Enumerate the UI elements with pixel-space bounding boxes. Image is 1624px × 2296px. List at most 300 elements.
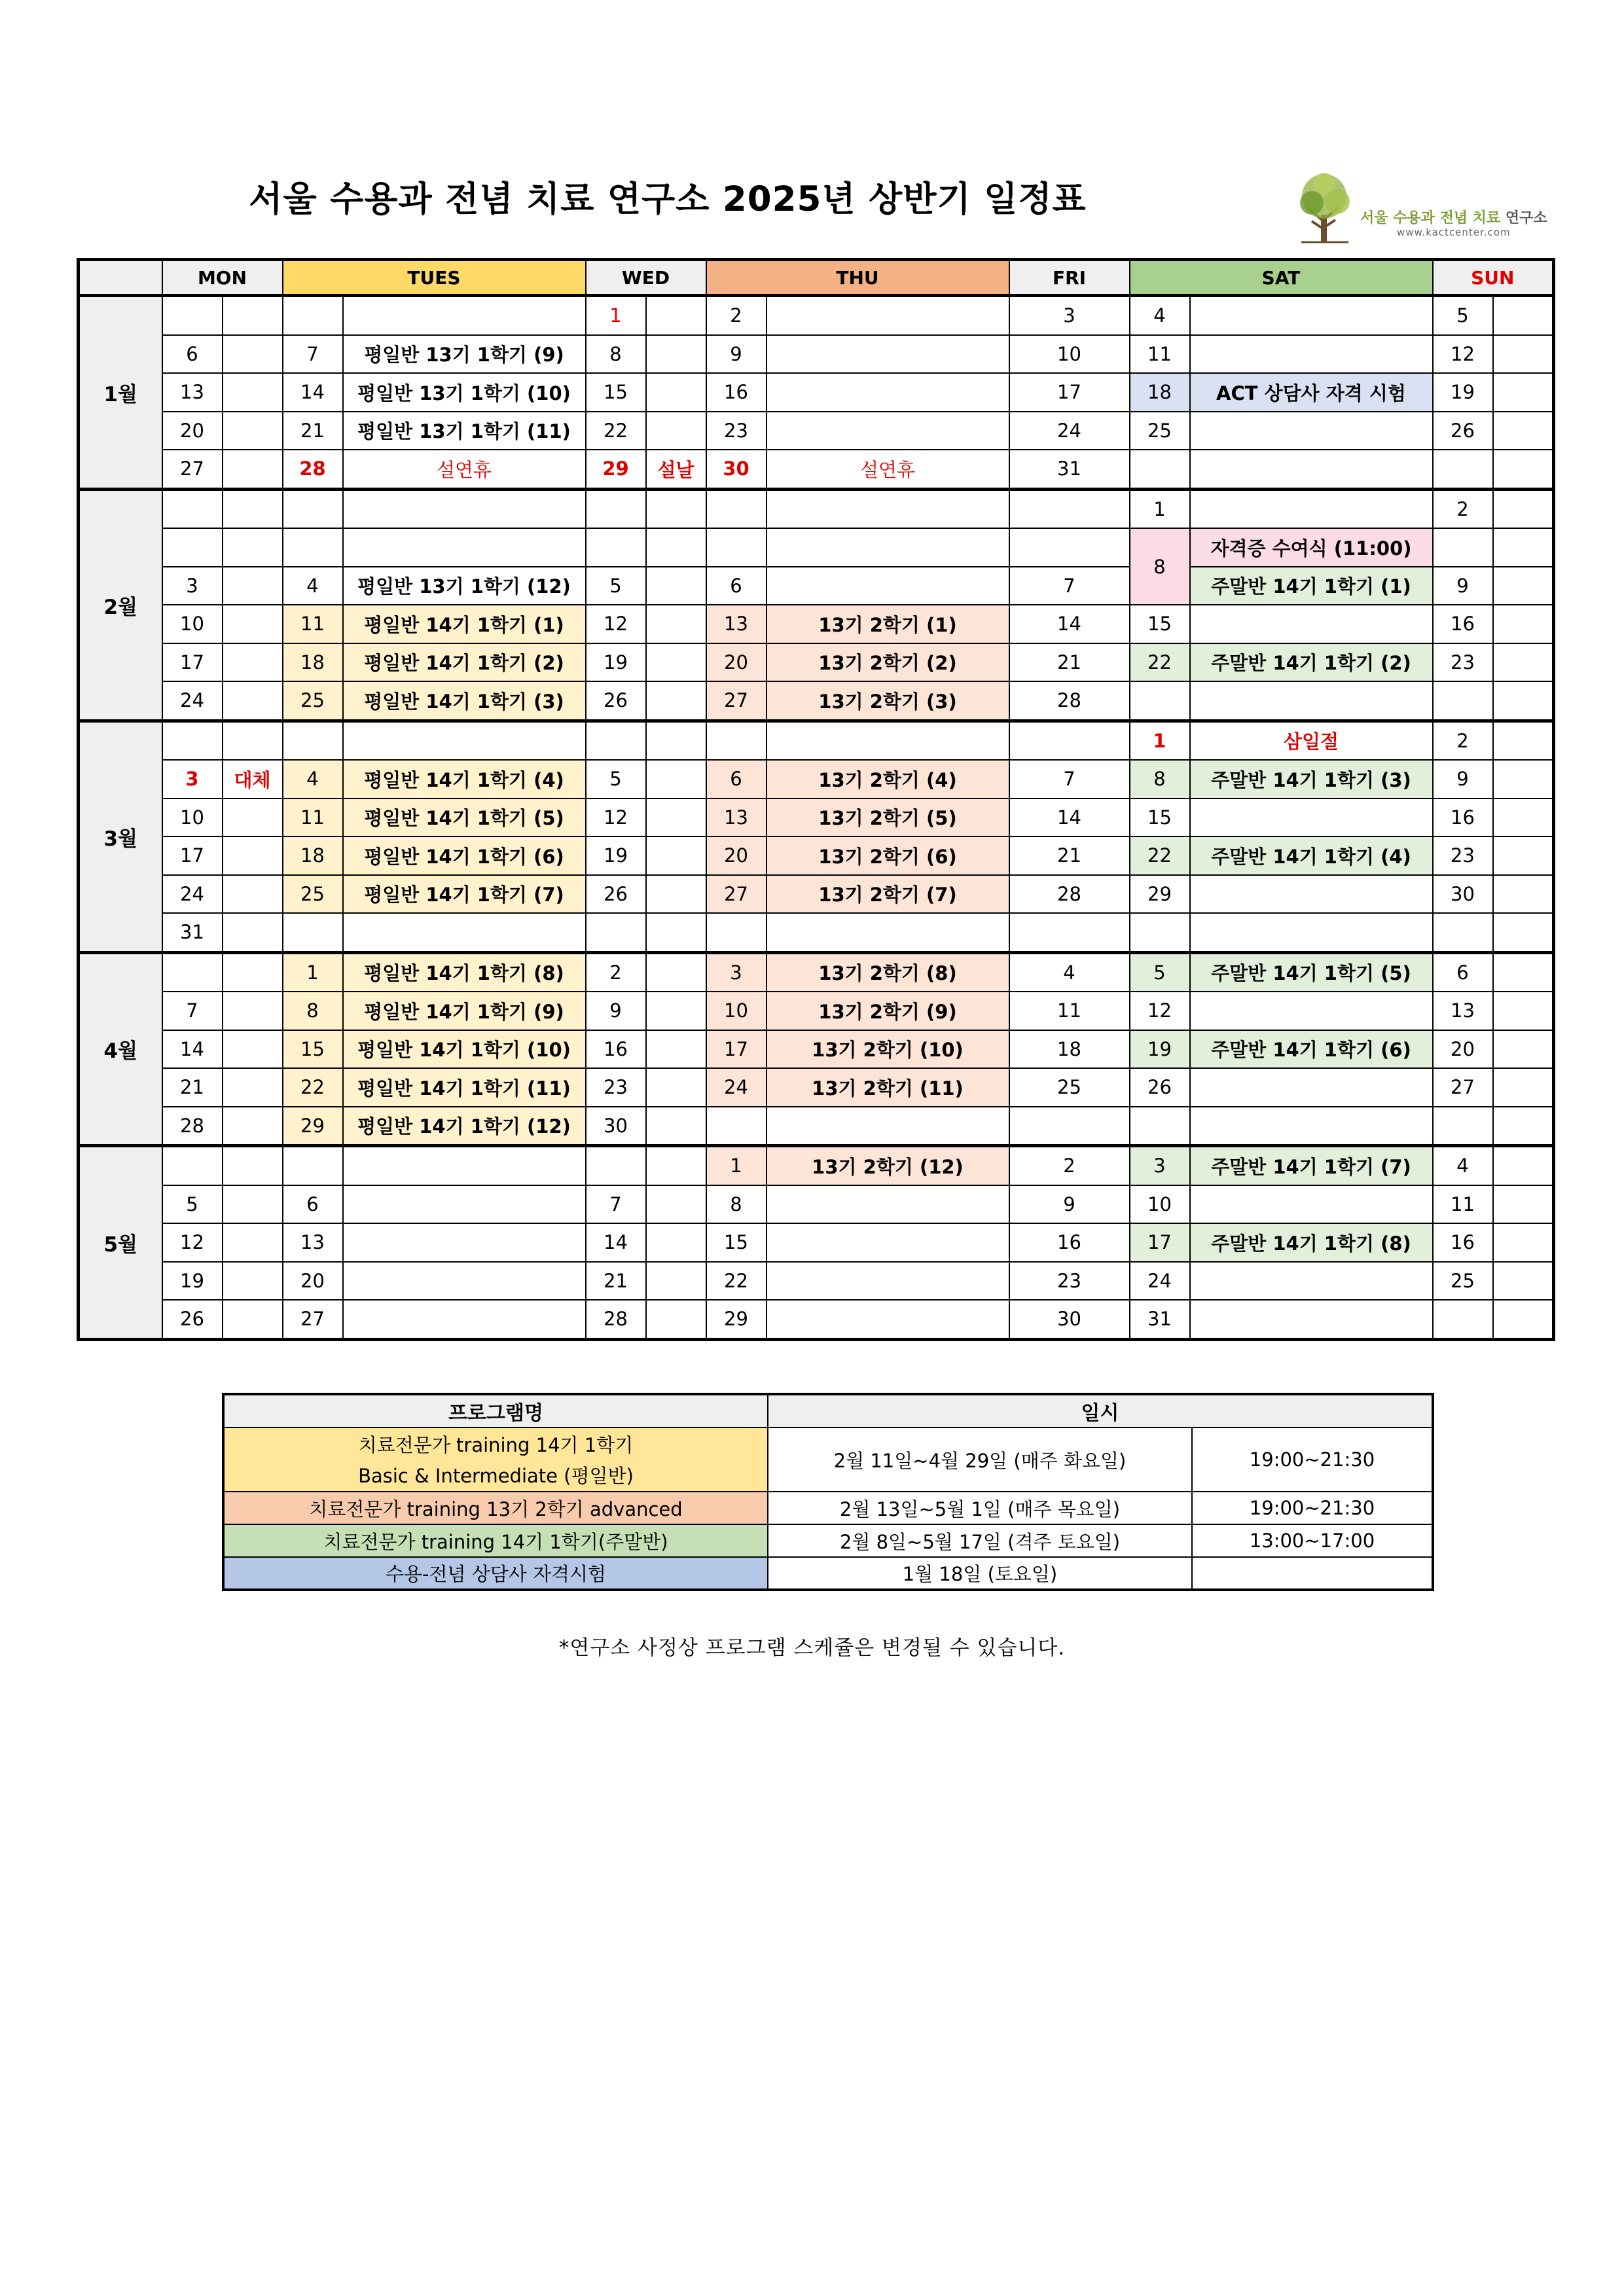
day-number: 20 xyxy=(162,412,223,450)
empty-cell xyxy=(646,605,706,643)
empty-cell xyxy=(706,721,767,760)
empty-cell xyxy=(223,296,283,335)
week-row xyxy=(79,1262,1554,1300)
empty-cell xyxy=(646,412,706,450)
header-mon: MON xyxy=(162,260,283,296)
day-number: 4 xyxy=(1130,296,1190,335)
empty-cell xyxy=(223,450,283,489)
day-number: 27 xyxy=(283,1300,343,1339)
empty-cell xyxy=(1130,1107,1190,1146)
empty-cell xyxy=(646,952,706,992)
day-number: 3 xyxy=(162,567,223,605)
event-cell: 평일반 14기 1학기 (3) xyxy=(343,681,586,721)
day-number: 12 xyxy=(1130,992,1190,1030)
week-row xyxy=(79,798,1554,837)
day-number: 26 xyxy=(1433,412,1493,450)
week-row xyxy=(79,721,1554,760)
event-cell: ACT 상담사 자격 시험 xyxy=(1190,373,1433,412)
day-number: 13 xyxy=(1433,992,1493,1030)
day-number: 9 xyxy=(706,335,767,374)
day-number: 4 xyxy=(1009,952,1130,992)
empty-cell xyxy=(223,721,283,760)
day-number: 16 xyxy=(586,1030,646,1069)
day-number: 29 xyxy=(586,450,646,489)
empty-cell xyxy=(646,992,706,1030)
day-number: 8 xyxy=(586,335,646,374)
day-number: 28 xyxy=(586,1300,646,1339)
empty-cell xyxy=(1493,1300,1554,1339)
empty-cell xyxy=(767,1223,1009,1262)
event-cell: 평일반 14기 1학기 (1) xyxy=(343,605,586,643)
day-number: 30 xyxy=(1433,875,1493,914)
day-number: 19 xyxy=(586,836,646,875)
empty-cell xyxy=(1493,528,1554,567)
week-row xyxy=(79,528,1554,567)
empty-cell xyxy=(646,913,706,952)
footnote: *연구소 사정상 프로그램 스케쥴은 변경될 수 있습니다. xyxy=(558,1636,1066,1660)
day-number: 24 xyxy=(706,1068,767,1107)
event-cell: 평일반 14기 1학기 (8) xyxy=(343,952,586,992)
empty-cell xyxy=(1493,335,1554,374)
day-number: 28 xyxy=(162,1107,223,1146)
day-number: 3 xyxy=(706,952,767,992)
empty-cell xyxy=(1190,798,1433,837)
legend-header-row xyxy=(223,1394,1433,1427)
day-number: 12 xyxy=(586,605,646,643)
day-number: 27 xyxy=(162,450,223,489)
header-sat: SAT xyxy=(1130,260,1433,296)
day-number: 8 xyxy=(283,992,343,1030)
empty-cell xyxy=(646,875,706,914)
empty-cell xyxy=(767,1300,1009,1339)
week-row xyxy=(79,489,1554,528)
header-corner xyxy=(79,260,162,296)
week-row xyxy=(79,1030,1554,1069)
event-cell: 주말반 14기 1학기 (4) xyxy=(1190,836,1433,875)
day-number: 10 xyxy=(1009,335,1130,374)
month-label-feb: 2월 xyxy=(79,489,162,721)
empty-cell xyxy=(223,1146,283,1185)
day-number: 21 xyxy=(586,1262,646,1300)
day-number: 28 xyxy=(1009,681,1130,721)
legend-time: 19:00~21:30 xyxy=(1192,1427,1433,1492)
week-row xyxy=(79,913,1554,952)
empty-cell xyxy=(223,373,283,412)
empty-cell xyxy=(223,1300,283,1339)
empty-cell xyxy=(162,952,223,992)
day-number: 17 xyxy=(1009,373,1130,412)
empty-cell xyxy=(223,643,283,682)
day-number: 14 xyxy=(283,373,343,412)
day-number: 1 xyxy=(706,1146,767,1185)
day-number: 21 xyxy=(1009,643,1130,682)
empty-cell xyxy=(1190,450,1433,489)
day-number: 15 xyxy=(1130,605,1190,643)
empty-cell xyxy=(767,489,1009,528)
day-number: 10 xyxy=(1130,1185,1190,1224)
day-number: 31 xyxy=(1130,1300,1190,1339)
empty-cell xyxy=(283,913,343,952)
day-number: 31 xyxy=(162,913,223,952)
day-number: 5 xyxy=(586,567,646,605)
empty-cell xyxy=(223,952,283,992)
empty-cell xyxy=(1493,1146,1554,1185)
week-row xyxy=(79,952,1554,992)
day-number: 10 xyxy=(706,992,767,1030)
week-row xyxy=(79,605,1554,643)
empty-cell xyxy=(1493,1107,1554,1146)
empty-cell xyxy=(1190,1107,1433,1146)
day-number: 10 xyxy=(162,798,223,837)
empty-cell xyxy=(646,528,706,567)
empty-cell xyxy=(1493,760,1554,798)
empty-cell xyxy=(646,1185,706,1224)
empty-cell xyxy=(223,489,283,528)
day-number: 18 xyxy=(283,643,343,682)
legend-row xyxy=(223,1492,1433,1524)
day-number: 11 xyxy=(283,605,343,643)
empty-cell xyxy=(283,1146,343,1185)
day-number: 18 xyxy=(283,836,343,875)
page-title: 서울 수용과 전념 치료 연구소 2025년 상반기 일정표 xyxy=(249,179,1087,219)
day-number: 21 xyxy=(162,1068,223,1107)
day-number: 8 xyxy=(1130,760,1190,798)
day-number: 5 xyxy=(162,1185,223,1224)
empty-cell xyxy=(1190,1262,1433,1300)
event-cell: 13기 2학기 (11) xyxy=(767,1068,1009,1107)
empty-cell xyxy=(646,721,706,760)
empty-cell xyxy=(223,605,283,643)
empty-cell xyxy=(343,913,586,952)
day-number: 15 xyxy=(586,373,646,412)
day-number: 7 xyxy=(1009,760,1130,798)
day-number: 3 xyxy=(1130,1146,1190,1185)
day-number: 25 xyxy=(1130,412,1190,450)
day-number: 31 xyxy=(1009,450,1130,489)
day-number: 23 xyxy=(1433,836,1493,875)
empty-cell xyxy=(767,1262,1009,1300)
day-number: 25 xyxy=(1009,1068,1130,1107)
empty-cell xyxy=(767,721,1009,760)
event-cell: 주말반 14기 1학기 (5) xyxy=(1190,952,1433,992)
event-cell: 평일반 14기 1학기 (2) xyxy=(343,643,586,682)
empty-cell xyxy=(1009,528,1130,567)
empty-cell xyxy=(1493,836,1554,875)
day-number: 1 xyxy=(1130,489,1190,528)
day-number: 6 xyxy=(1433,952,1493,992)
empty-cell xyxy=(1190,1068,1433,1107)
month-label-mar: 3월 xyxy=(79,721,162,952)
month-label-jan: 1월 xyxy=(79,296,162,490)
week-row xyxy=(79,875,1554,914)
day-number: 6 xyxy=(706,567,767,605)
day-number: 23 xyxy=(1433,643,1493,682)
week-row xyxy=(79,992,1554,1030)
empty-cell xyxy=(767,567,1009,605)
header-wed: WED xyxy=(586,260,706,296)
empty-cell xyxy=(1190,913,1433,952)
day-number: 26 xyxy=(586,875,646,914)
day-number: 27 xyxy=(706,875,767,914)
empty-cell xyxy=(646,489,706,528)
day-number: 11 xyxy=(1009,992,1130,1030)
header-sun: SUN xyxy=(1433,260,1554,296)
empty-cell xyxy=(223,798,283,837)
empty-cell xyxy=(706,1107,767,1146)
event-cell: 평일반 13기 1학기 (11) xyxy=(343,412,586,450)
empty-cell xyxy=(223,528,283,567)
day-number: 15 xyxy=(706,1223,767,1262)
event-cell: 평일반 13기 1학기 (12) xyxy=(343,567,586,605)
header-fri: FRI xyxy=(1009,260,1130,296)
empty-cell xyxy=(1493,952,1554,992)
month-label-apr: 4월 xyxy=(79,952,162,1146)
empty-cell xyxy=(343,1300,586,1339)
legend-date: 1월 18일 (토요일) xyxy=(768,1557,1192,1590)
empty-cell xyxy=(1130,450,1190,489)
empty-cell xyxy=(283,489,343,528)
empty-cell xyxy=(646,1146,706,1185)
day-number: 14 xyxy=(162,1030,223,1069)
empty-cell xyxy=(223,1107,283,1146)
empty-cell xyxy=(283,721,343,760)
day-number: 7 xyxy=(283,335,343,374)
week-row xyxy=(79,335,1554,374)
empty-cell xyxy=(586,528,646,567)
day-number: 4 xyxy=(283,567,343,605)
day-number: 21 xyxy=(1009,836,1130,875)
day-number: 19 xyxy=(586,643,646,682)
day-number: 2 xyxy=(1009,1146,1130,1185)
week-row xyxy=(79,836,1554,875)
day-number: 9 xyxy=(1433,567,1493,605)
empty-cell xyxy=(767,1107,1009,1146)
empty-cell xyxy=(343,1223,586,1262)
day-number: 14 xyxy=(586,1223,646,1262)
week-row xyxy=(79,681,1554,721)
day-number: 29 xyxy=(706,1300,767,1339)
day-number: 8 xyxy=(1130,528,1190,605)
day-number: 1 xyxy=(1130,721,1190,760)
day-number: 13 xyxy=(706,605,767,643)
empty-cell xyxy=(343,1185,586,1224)
event-cell: 13기 2학기 (1) xyxy=(767,605,1009,643)
legend-header-date: 일시 xyxy=(768,1394,1433,1427)
day-number: 30 xyxy=(1009,1300,1130,1339)
empty-cell xyxy=(1009,1107,1130,1146)
day-number: 29 xyxy=(283,1107,343,1146)
empty-cell xyxy=(646,836,706,875)
empty-cell xyxy=(1493,605,1554,643)
institute-logo xyxy=(1288,169,1563,247)
empty-cell xyxy=(223,1185,283,1224)
empty-cell xyxy=(1493,373,1554,412)
legend-time: 19:00~21:30 xyxy=(1192,1492,1433,1524)
day-number: 24 xyxy=(162,875,223,914)
legend-time xyxy=(1192,1557,1433,1590)
empty-cell xyxy=(223,567,283,605)
event-cell: 주말반 14기 1학기 (3) xyxy=(1190,760,1433,798)
empty-cell xyxy=(1493,1030,1554,1069)
week-row xyxy=(79,296,1554,335)
event-cell: 13기 2학기 (7) xyxy=(767,875,1009,914)
day-number: 30 xyxy=(586,1107,646,1146)
empty-cell xyxy=(223,1030,283,1069)
day-number: 19 xyxy=(1433,373,1493,412)
day-number: 6 xyxy=(706,760,767,798)
empty-cell xyxy=(343,1146,586,1185)
holiday-cell: 설날 xyxy=(646,450,706,489)
day-number: 19 xyxy=(162,1262,223,1300)
event-cell: 13기 2학기 (10) xyxy=(767,1030,1009,1069)
week-row xyxy=(79,1107,1554,1146)
empty-cell xyxy=(646,335,706,374)
empty-cell xyxy=(343,489,586,528)
event-cell: 13기 2학기 (12) xyxy=(767,1146,1009,1185)
empty-cell xyxy=(343,1262,586,1300)
day-number: 26 xyxy=(162,1300,223,1339)
empty-cell xyxy=(1130,681,1190,721)
empty-cell xyxy=(1493,681,1554,721)
day-number: 22 xyxy=(1130,643,1190,682)
empty-cell xyxy=(1009,721,1130,760)
day-number: 24 xyxy=(1130,1262,1190,1300)
empty-cell xyxy=(767,1185,1009,1224)
legend-row xyxy=(223,1427,1433,1492)
day-number: 13 xyxy=(162,373,223,412)
event-cell: 평일반 14기 1학기 (12) xyxy=(343,1107,586,1146)
event-cell: 13기 2학기 (6) xyxy=(767,836,1009,875)
empty-cell xyxy=(767,373,1009,412)
day-number: 22 xyxy=(1130,836,1190,875)
day-number: 9 xyxy=(586,992,646,1030)
week-row xyxy=(79,412,1554,450)
event-cell: 평일반 13기 1학기 (9) xyxy=(343,335,586,374)
legend-time: 13:00~17:00 xyxy=(1192,1524,1433,1557)
day-number: 22 xyxy=(283,1068,343,1107)
day-number: 14 xyxy=(1009,798,1130,837)
legend-row xyxy=(223,1557,1433,1590)
empty-cell xyxy=(646,1068,706,1107)
week-row xyxy=(79,450,1554,489)
day-number: 5 xyxy=(1433,296,1493,335)
event-cell: 평일반 14기 1학기 (5) xyxy=(343,798,586,837)
day-number: 5 xyxy=(1130,952,1190,992)
week-row xyxy=(79,760,1554,798)
empty-cell xyxy=(1190,681,1433,721)
empty-cell xyxy=(706,528,767,567)
day-number: 4 xyxy=(1433,1146,1493,1185)
empty-cell xyxy=(1009,489,1130,528)
empty-cell xyxy=(646,681,706,721)
empty-cell xyxy=(1190,875,1433,914)
header-thu: THU xyxy=(706,260,1009,296)
day-number: 24 xyxy=(1009,412,1130,450)
day-number: 23 xyxy=(1009,1262,1130,1300)
empty-cell xyxy=(223,1262,283,1300)
empty-cell xyxy=(586,721,646,760)
empty-cell xyxy=(1493,721,1554,760)
day-number: 2 xyxy=(706,296,767,335)
day-number: 17 xyxy=(162,836,223,875)
event-cell: 주말반 14기 1학기 (1) xyxy=(1190,567,1433,605)
day-number: 18 xyxy=(1009,1030,1130,1069)
empty-cell xyxy=(1190,489,1433,528)
week-row xyxy=(79,373,1554,412)
day-number: 20 xyxy=(1433,1030,1493,1069)
day-number: 16 xyxy=(1433,605,1493,643)
schedule-calendar-table xyxy=(77,258,1555,1341)
empty-cell xyxy=(223,992,283,1030)
day-number: 17 xyxy=(162,643,223,682)
empty-cell xyxy=(1493,489,1554,528)
day-number: 21 xyxy=(283,412,343,450)
empty-cell xyxy=(223,836,283,875)
empty-cell xyxy=(162,528,223,567)
empty-cell xyxy=(1493,913,1554,952)
holiday-cell: 대체 xyxy=(223,760,283,798)
legend-program: 수용-전념 상담사 자격시험 xyxy=(223,1557,768,1590)
event-cell: 주말반 14기 1학기 (7) xyxy=(1190,1146,1433,1185)
day-number: 17 xyxy=(1130,1223,1190,1262)
empty-cell xyxy=(162,296,223,335)
empty-cell xyxy=(767,412,1009,450)
empty-cell xyxy=(1190,335,1433,374)
event-cell: 주말반 14기 1학기 (2) xyxy=(1190,643,1433,682)
event-cell: 평일반 14기 1학기 (10) xyxy=(343,1030,586,1069)
day-number: 16 xyxy=(1009,1223,1130,1262)
weekday-header-row xyxy=(79,260,1554,296)
empty-cell xyxy=(586,1146,646,1185)
day-number: 25 xyxy=(283,875,343,914)
holiday-cell: 설연휴 xyxy=(343,450,586,489)
empty-cell xyxy=(223,1223,283,1262)
event-cell: 평일반 14기 1학기 (9) xyxy=(343,992,586,1030)
week-row xyxy=(79,1068,1554,1107)
week-row xyxy=(79,1185,1554,1224)
day-number: 12 xyxy=(162,1223,223,1262)
empty-cell xyxy=(1190,296,1433,335)
empty-cell xyxy=(223,412,283,450)
holiday-cell: 삼일절 xyxy=(1190,721,1433,760)
day-number: 7 xyxy=(586,1185,646,1224)
empty-cell xyxy=(646,798,706,837)
week-row xyxy=(79,1223,1554,1262)
empty-cell xyxy=(706,913,767,952)
empty-cell xyxy=(1190,605,1433,643)
day-number: 13 xyxy=(283,1223,343,1262)
empty-cell xyxy=(1433,528,1493,567)
day-number: 16 xyxy=(1433,1223,1493,1262)
day-number: 20 xyxy=(706,836,767,875)
empty-cell xyxy=(1190,412,1433,450)
day-number: 2 xyxy=(586,952,646,992)
day-number: 11 xyxy=(1130,335,1190,374)
empty-cell xyxy=(223,875,283,914)
day-number: 18 xyxy=(1130,373,1190,412)
day-number: 25 xyxy=(1433,1262,1493,1300)
legend-date: 2월 13일~5월 1일 (매주 목요일) xyxy=(768,1492,1192,1524)
event-cell: 평일반 14기 1학기 (4) xyxy=(343,760,586,798)
empty-cell xyxy=(343,721,586,760)
empty-cell xyxy=(223,1068,283,1107)
day-number: 20 xyxy=(706,643,767,682)
empty-cell xyxy=(646,1300,706,1339)
day-number: 8 xyxy=(706,1185,767,1224)
legend-program: 치료전문가 training 14기 1학기 Basic & Intermediate (평일반) xyxy=(223,1427,768,1492)
day-number: 27 xyxy=(706,681,767,721)
day-number: 28 xyxy=(283,450,343,489)
